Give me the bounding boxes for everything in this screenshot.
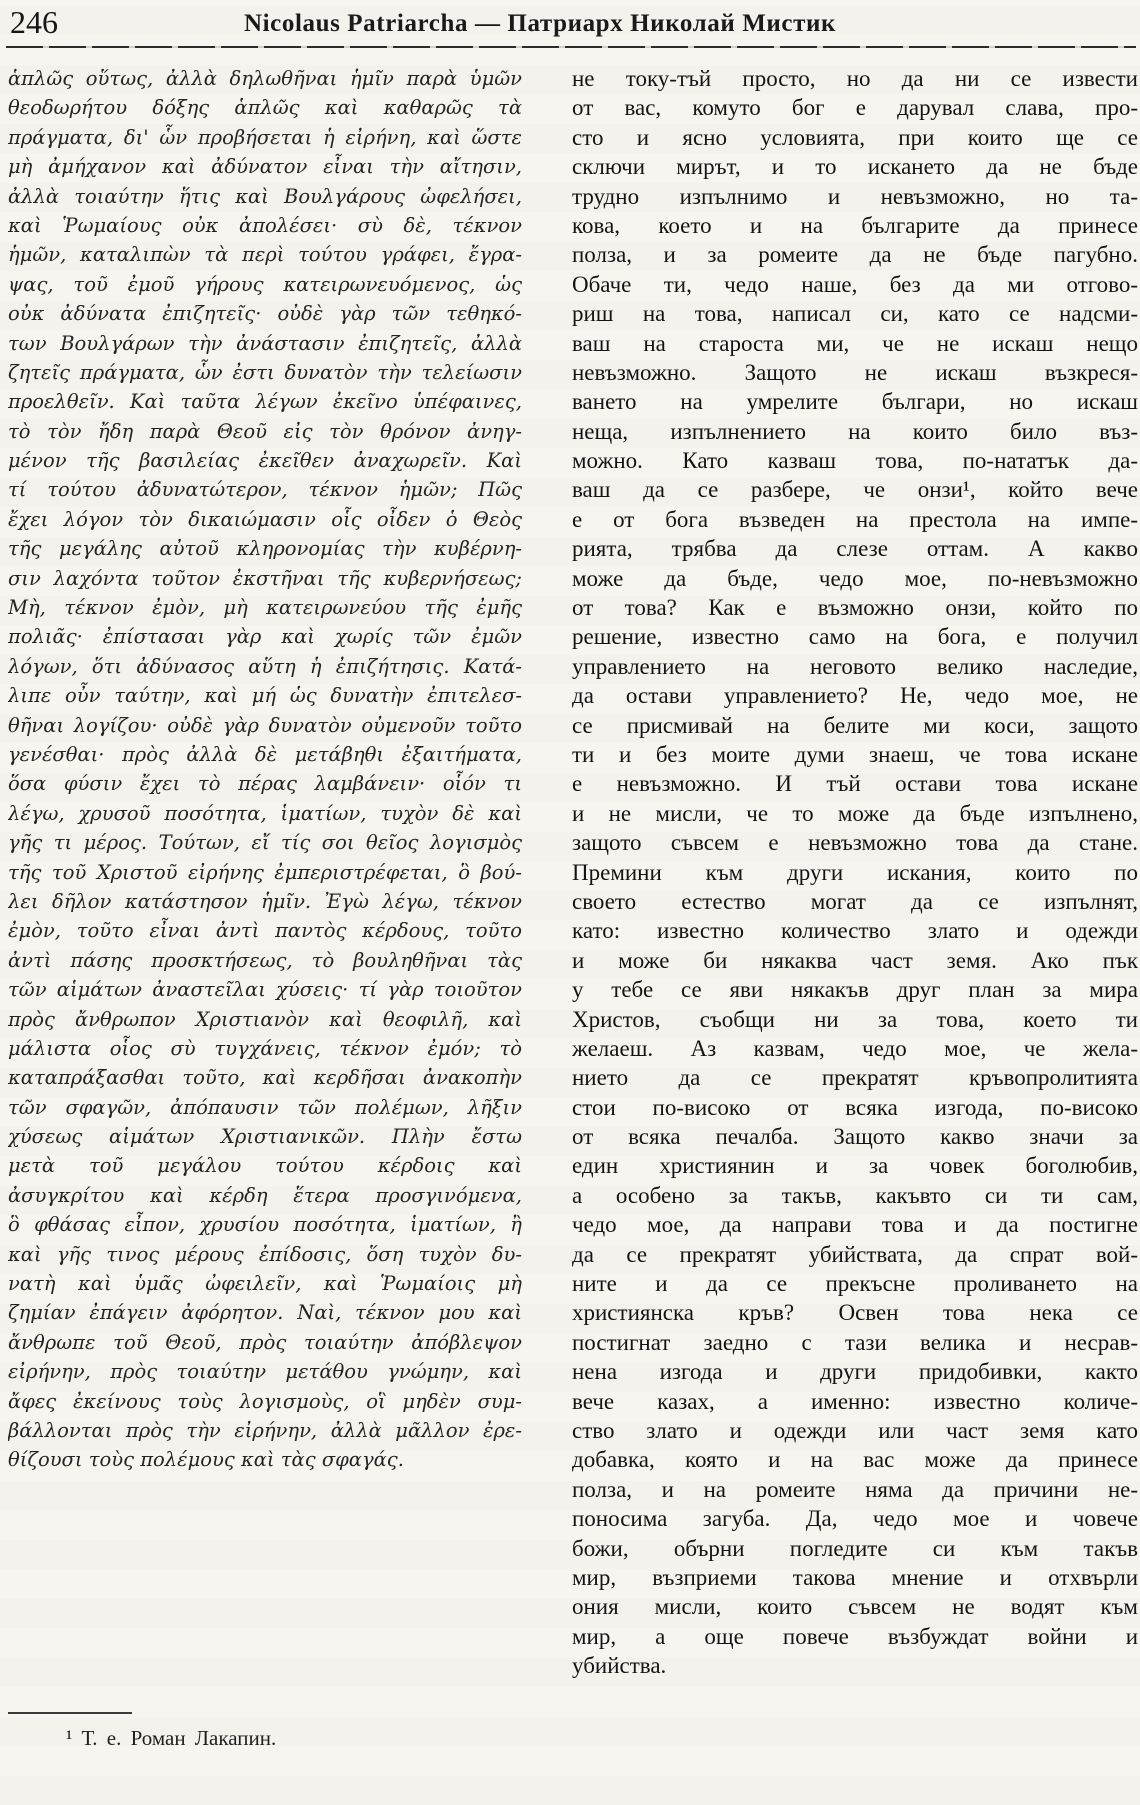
text-line: τῶν σφαγῶν, ἀπόπαυσιν τῶν πολέμων, λῆξιν (8, 1095, 522, 1119)
text-line: ὃ φθάσας εἶπον, χρυσίου ποσότητα, ἱματίων, ἢ (8, 1213, 522, 1237)
text-line: ваш да се разбере, че онзи¹, който вече (572, 477, 1138, 503)
footnote-divider (8, 1712, 132, 1714)
header-divider (6, 45, 1136, 48)
text-line: ἔχει λόγον τὸν δικαιώμασιν οἷς οἶδεν ὁ Θεὸς (8, 507, 522, 531)
text-line: кова, което и на българите да принесе (572, 212, 1138, 238)
text-line: постигнат заедно с тази велика и несрав- (572, 1329, 1138, 1355)
text-line: ἡμῶν, καταλιπὼν τὰ περὶ τούτου γράφει, ἔγρα- (8, 243, 522, 267)
text-line: риш на това, написал си, като се надсми- (572, 301, 1138, 327)
text-line: от това? Как е възможно онзи, който по (572, 595, 1138, 621)
text-line: от всяка печалба. Защото какво значи за (572, 1124, 1138, 1150)
text-line: Премини към други искания, които по (572, 859, 1138, 885)
text-line: τί τούτου ἀδυνατώτερον, τέκνον ἡμῶν; Πῶς (8, 478, 522, 502)
text-line: χύσεως αἱμάτων Χριστιανικῶν. Πλὴν ἔστω (8, 1125, 522, 1149)
page-number: 246 (10, 4, 58, 40)
text-line: λιπε οὖν ταύτην, καὶ μή ὡς δυνατὴν ἐπιτελεσ- (8, 684, 522, 708)
text-line: управлението на неговото велико наследие, (572, 653, 1138, 679)
text-line: ἐμὸν, τοῦτο εἶναι ἀντὶ παντὸς κέρδους, τοῦτο (8, 919, 522, 943)
text-line: λόγων, ὅτι ἀδύνασος αὕτη ἡ ἐπιζήτησις. Κατά- (8, 654, 522, 678)
text-line: един християнин и за човек боголюбив, (572, 1153, 1138, 1179)
text-line: καταπράξασθαι τοῦτο, καὶ κερδῆσαι ἀνακοπὴν (8, 1066, 522, 1090)
text-line: θίζουσι τοὺς πολέμους καὶ τὰς σφαγάς. (8, 1448, 404, 1472)
text-line: е невъзможно. И тъй остави това искане (572, 771, 1138, 797)
text-line: а особено за такъв, какъвто си ти сам, (572, 1182, 1138, 1208)
text-line: τῆς μεγάλης αὐτοῦ κληρονομίας τὴν κυβέρνη- (8, 537, 522, 561)
text-line: ти и без моите думи знаеш, че това искане (572, 741, 1138, 767)
text-line: ония мисли, които съвсем не водят към (572, 1594, 1138, 1620)
text-line: полза, и на ромеите няма да причини не- (572, 1476, 1138, 1502)
text-line: σιν λαχόντα τοῦτον ἐκστῆναι τῆς κυβερνήσεως; (8, 566, 522, 590)
text-line: ването на умрелите българи, но искаш (572, 389, 1138, 415)
text-line: и не мисли, че то може да бъде изпълнено, (572, 800, 1138, 826)
text-line: като: известно количество злато и одежди (572, 918, 1138, 944)
text-line: полза, и за ромеите да не бъде пагубно. (572, 242, 1138, 268)
text-line: е от бога възведен на престола на импе- (572, 506, 1138, 532)
text-line: убийства. (572, 1653, 667, 1679)
text-line: християнска кръв? Освен това нека се (572, 1300, 1138, 1326)
text-line: ство злато и одежди или част земя като (572, 1417, 1138, 1443)
text-line: от вас, комуто бог е дарувал слава, про- (572, 95, 1138, 121)
text-line: ἀντὶ πάσης προσκτήσεως, τὸ βουληθῆναι τὰς (8, 948, 522, 972)
text-line: чедо мое, да направи това и да постигне (572, 1212, 1138, 1238)
text-line: ζημίαν ἐπάγειν ἀφόρητον. Ναὶ, τέκνον μου καὶ (8, 1301, 522, 1325)
text-line: и може би някаква част земя. Ако пък (572, 947, 1138, 973)
text-line: да остави управлението? Не, чедо мое, не (572, 683, 1138, 709)
text-line: божи, обърни погледите си към такъв (572, 1535, 1138, 1561)
text-line: ἁπλῶς οὕτως, ἀλλὰ δηλωθῆναι ἡμῖν παρὰ ὑμῶν (8, 67, 522, 90)
text-line: може да бъде, чедо мое, по-невъзможно (572, 565, 1138, 591)
text-line: мир, а още повече възбуждат войни и (572, 1623, 1138, 1649)
text-line: εἰρήνην, πρὸς τοιαύτην μετάθου γνώμην, καὶ (8, 1360, 522, 1384)
text-line: θῆναι λογίζου· οὐδὲ γὰρ δυνατὸν οὐμενοῦν τοῦτο (8, 713, 522, 737)
text-line: μετὰ τοῦ μεγάλου τούτου κέρδοις καὶ (8, 1154, 522, 1178)
text-line: у тебе се яви някакъв друг план за мира (572, 977, 1138, 1003)
text-line: τῆς τοῦ Χριστοῦ εἰρήνης ἐμπεριστρέφεται, ὃ βού- (8, 860, 522, 884)
text-line: да се прекратят убийствата, да спрат вой- (572, 1241, 1138, 1267)
text-line: ἄνθρωπε τοῦ Θεοῦ, πρὸς τοιαύτην ἀπόβλεψον (8, 1330, 522, 1354)
footnote-text: ¹ Т. е. Роман Лакапин. (66, 1726, 277, 1750)
text-line: θεοδωρήτου δόξης ἁπλῶς καὶ καθαρῶς τὰ (8, 96, 522, 120)
text-line: се присмивай на белите ми коси, защото (572, 712, 1138, 738)
text-line: можно. Като казваш това, по-нататък да- (572, 448, 1138, 474)
text-line: ὅσα φύσιν ἔχει τὸ πέρας λαμβάνειν· οἷόν τι (8, 772, 522, 796)
text-line: сключи мирът, и то искането да не бъде (572, 154, 1138, 180)
text-line: πολιᾶς· ἐπίστασαι γὰρ καὶ χωρίς τῶν ἐμῶν (8, 625, 522, 649)
text-line: неща, изпълнението на които било въз- (572, 418, 1138, 444)
text-line: καὶ γῆς τινος μέρους ἐπίδοσις, ὅση τυχὸν δυ- (8, 1242, 522, 1266)
text-line: γῆς τι μέρος. Τούτων, εἴ τίς σοι θεῖος λογισμὸς (8, 831, 522, 855)
text-line: нието да се прекратят кръвопролитията (572, 1065, 1138, 1091)
text-line: καὶ Ῥωμαίους οὐκ ἀπολέσει· σὺ δὲ, τέκνον (8, 213, 522, 237)
text-line: ἀσυγκρίτου καὶ κέρδη ἕτερα προσγινόμενα, (8, 1183, 522, 1207)
text-line: μάλιστα οἷος σὺ τυγχάνεις, τέκνον ἐμόν; τὸ (8, 1036, 522, 1060)
text-line: Обаче ти, чедо наше, без да ми отгово- (572, 271, 1138, 297)
text-line: μὴ ἀμήχανον καὶ ἀδύνατον εἶναι τὴν αἴτησιν, (8, 155, 522, 179)
text-line: μένον τῆς βασιλείας ἐκεῖθεν ἀναχωρεῖν. Καὶ (8, 449, 522, 473)
text-line: λέγω, χρυσοῦ ποσότητα, ἱματίων, τυχὸν δὲ καὶ (8, 801, 522, 825)
text-line: ните и да се прекъсне проливането на (572, 1271, 1138, 1297)
text-line: поносима загуба. Да, чедо мое и човече (572, 1506, 1138, 1532)
greek-text-column (8, 64, 522, 1475)
text-line: решение, известно само на бога, е получил (572, 624, 1138, 650)
text-line: нена изгода и други придобивки, както (572, 1359, 1138, 1385)
text-line: τὸ τὸν ἤδη παρὰ Θεοῦ εἰς τὸν θρόνον ἀνηγ- (8, 419, 522, 443)
text-line: των Βουλγάρων τὴν ἀνάστασιν ἐπιζητεῖς, ἀλλὰ (8, 331, 522, 355)
text-line: защото съвсем е невъзможно това да стане. (572, 830, 1138, 856)
text-line: Μὴ, τέκνον ἐμὸν, μὴ κατειρωνεύου τῆς ἐμῆς (8, 596, 522, 620)
text-line: βάλλονται πρὸς τὴν εἰρήνην, ἀλλὰ μᾶλλον ἐρε- (8, 1418, 522, 1442)
text-line: не току-тъй просто, но да ни се извести (572, 66, 1138, 91)
text-line: желаеш. Аз казвам, чедо мое, че жела- (572, 1035, 1138, 1061)
text-line: νατὴ καὶ ὑμᾶς ὠφειλεῖν, καὶ Ῥωμαίοις μὴ (8, 1272, 522, 1296)
text-line: трудно изпълнимо и невъзможно, но та- (572, 183, 1138, 209)
text-line: οὐκ ἀδύνατα ἐπιζητεῖς· οὐδὲ γὰρ τῶν τεθηκό- (8, 302, 522, 326)
text-line: λει δῆλον κατάστησον ἡμῖν. Ἐγὼ λέγω, τέκνον (8, 889, 522, 913)
text-line: мир, възприеми такова мнение и отхвърли (572, 1564, 1138, 1590)
text-line: ἀλλὰ τοιαύτην ἥτις καὶ Βουλγάρους ὠφελήσει, (8, 184, 522, 208)
text-line: рията, трябва да слезе оттам. А какво (572, 536, 1138, 562)
text-line: сто и ясно условията, при които ще се (572, 124, 1138, 150)
text-line: невъзможно. Защото не искаш възкреся- (572, 359, 1138, 385)
text-line: ψας, τοῦ ἐμοῦ γήρους κατειρωνευόμενος, ὡς (8, 272, 522, 296)
text-line: πράγματα, δι' ὧν προβήσεται ἡ εἰρήνη, καὶ ὥστε (8, 125, 522, 149)
text-line: ἄφες ἐκείνους τοὺς λογισμοὺς, οἳ μηδὲν συμ- (8, 1389, 522, 1413)
text-line: τῶν αἱμάτων ἀναστεῖλαι χύσεις· τί γὰρ τοιοῦτον (8, 978, 522, 1002)
text-line: γενέσθαι· πρὸς ἀλλὰ δὲ μετάβηθι ἐξαιτήματα, (8, 742, 522, 766)
text-line: Христов, съобщи ни за това, което ти (572, 1006, 1138, 1032)
text-line: вече казах, а именно: известно количе- (572, 1388, 1138, 1414)
text-line: стои по-високо от всяка изгода, по-високо (572, 1094, 1138, 1120)
text-line: πρὸς ἄνθρωπον Χριστιανὸν καὶ θεοφιλῆ, καὶ (8, 1007, 522, 1031)
bulgarian-text-column (572, 64, 1138, 1680)
text-line: ζητεῖς πράγματα, ὧν ἐστι δυνατὸν τὴν τελείωσιν (8, 360, 522, 384)
text-line: своето естество могат да се изпълнят, (572, 888, 1138, 914)
text-line: ваш на староста ми, че не искаш нещо (572, 330, 1138, 356)
page-title: Nicolaus Patriarcha — Патриарх Николай Мистик (243, 10, 836, 37)
text-line: добавка, която и на вас може да принесе (572, 1447, 1138, 1473)
text-line: προελθεῖν. Καὶ ταῦτα λέγων ἐκεῖνο ὑπέφαινες, (8, 390, 522, 414)
